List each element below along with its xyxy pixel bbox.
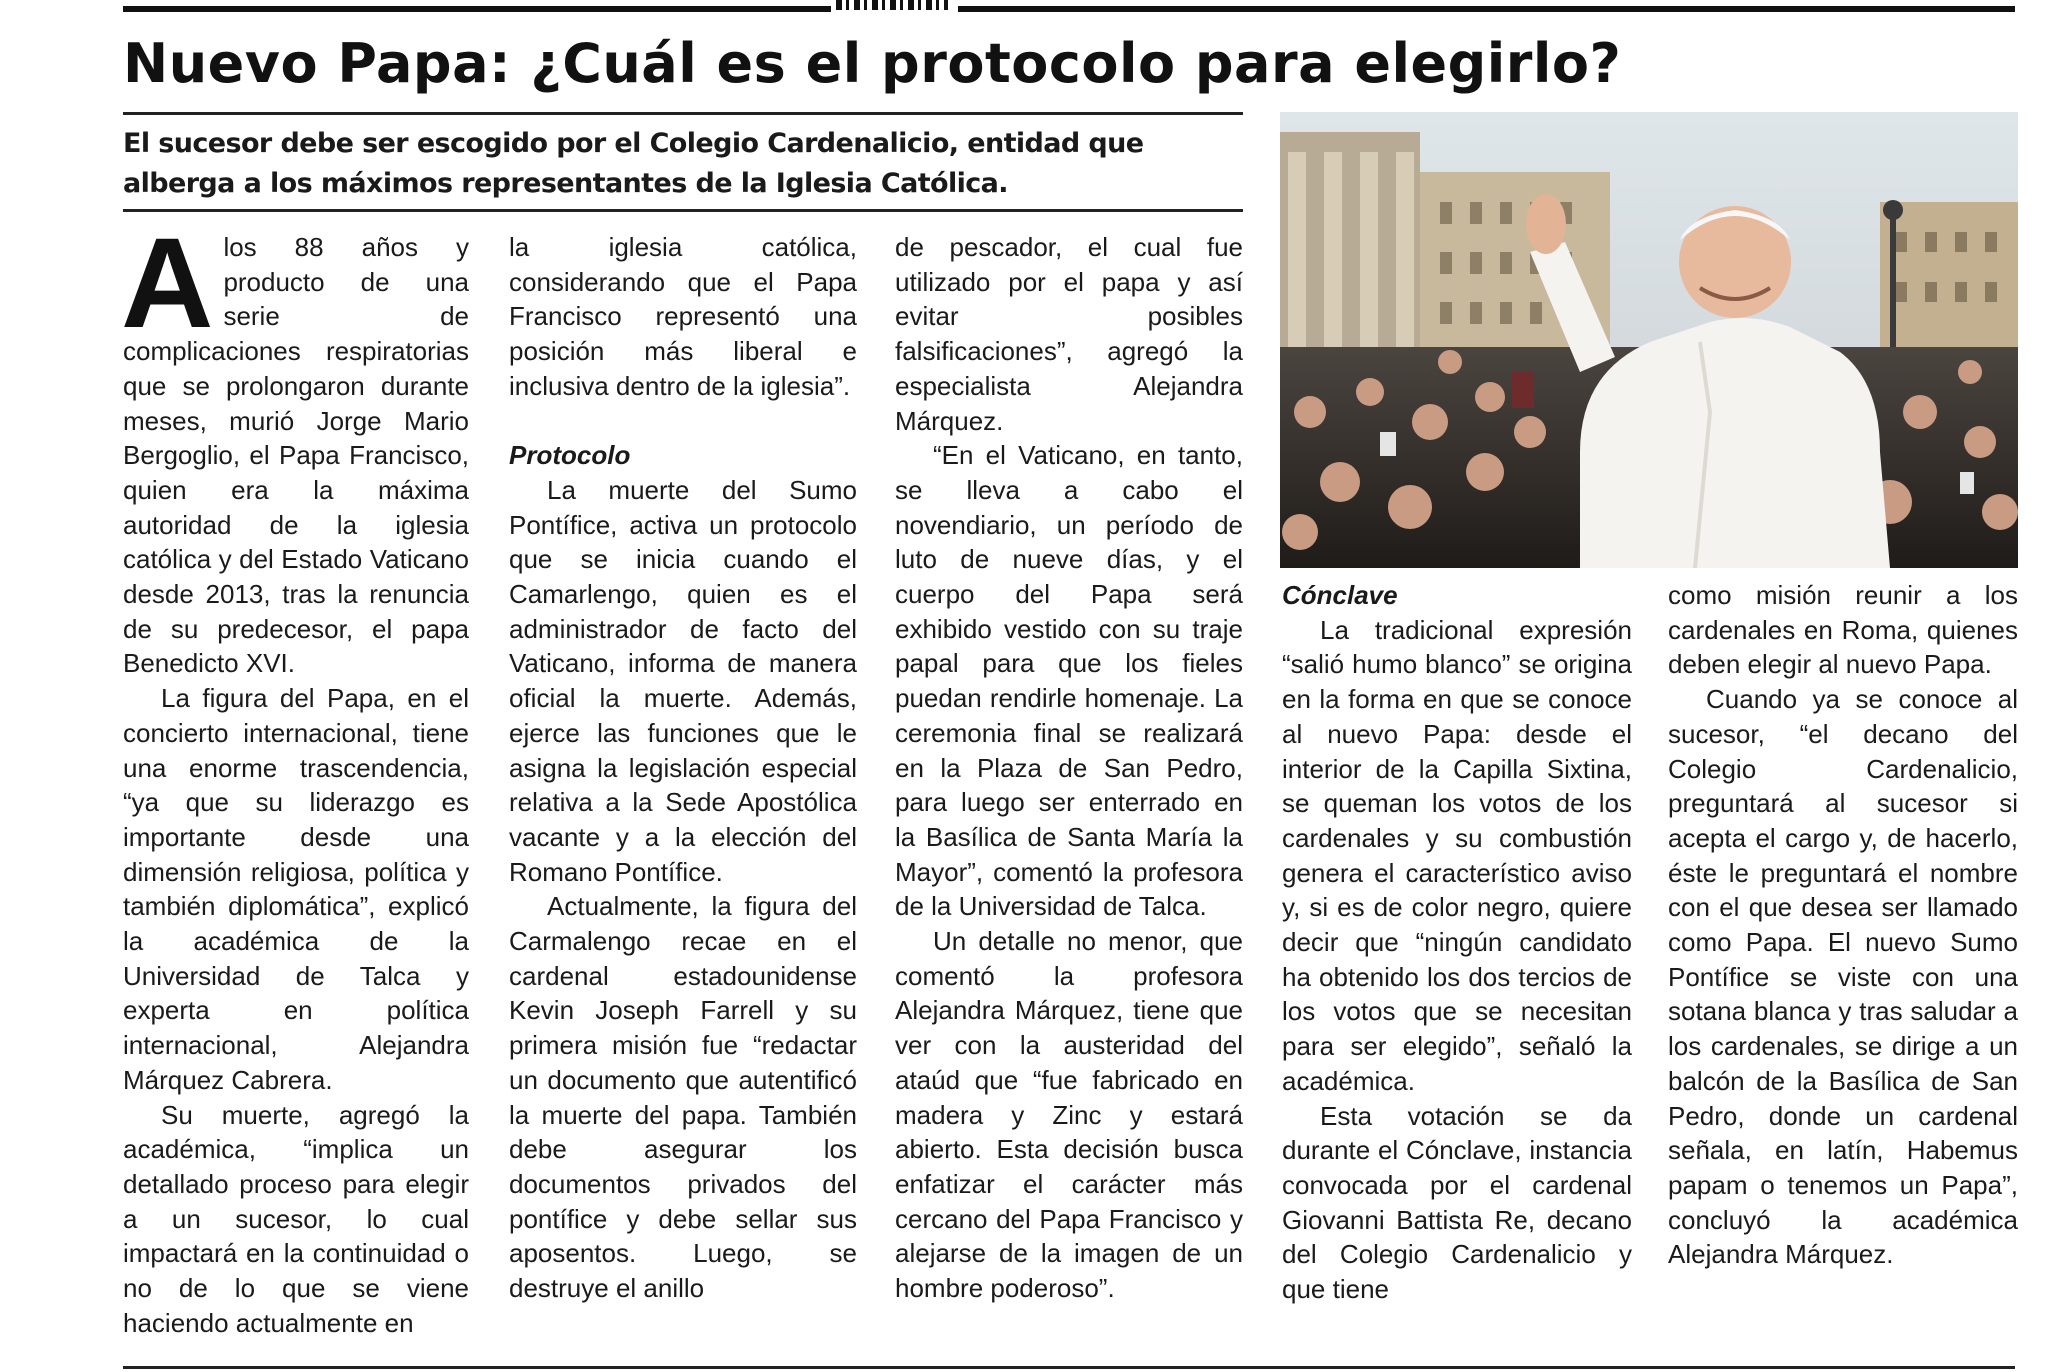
top-rule-right (958, 6, 2015, 12)
column-1 (121, 212, 469, 1341)
headline: Nuevo Papa: ¿Cuál es el protocolo para elegirlo? (123, 32, 1622, 95)
col2-paragraph-3: Actualmente, la figura del Carmalengo recae en el cardenal estadounidense Kevin Joseph Farrell y su primera misión fue “redactar un documento que autentificó la muerte del papa. También debe asegurar los documentos privados del pontífice y debe sellar sus aposentos. Luego, se destruye el anillo (509, 891, 857, 1304)
top-rule-left (123, 6, 831, 12)
col5-paragraph-1: como misión reunir a los cardenales en Roma, quienes deben elegir al nuevo Papa. (1668, 580, 2018, 680)
qr-code-icon (836, 0, 948, 10)
col3-paragraph-2: “En el Vaticano, en tanto, se lleva a cabo el novendiario, un período de luto de nueve días, y el cuerpo del Papa será exhibido vestido con su traje papal para que los fieles puedan rendirle homenaje. La ceremonia final se realizará en la Plaza de San Pedro, para luego ser enterrado en la Basílica de Santa María la Mayor”, comentó la profesora de la Universidad de Talca. (895, 440, 1243, 922)
subhead-conclave: Cónclave (1282, 580, 1398, 610)
column-4 (1282, 578, 1632, 1307)
col4-paragraph-1: La tradicional expresión “salió humo blanco” se origina en la forma en que se conoce al nuevo Papa: desde el interior de la Capilla Sixtina, se queman los votos de los cardenales y su combustión genera el característico aviso y, si es de color negro, quiere decir que “ningún candidato ha obtenido los dos tercios de los votos que se necesitan para ser elegido”, señaló la académica. (1282, 614, 1632, 1096)
col4-paragraph-2: Esta votación se da durante el Cónclave, instancia convocada por el cardenal Giovanni Battista Re, decano del Colegio Cardenalicio y que tiene (1282, 1100, 1632, 1305)
deck-rule-top (123, 112, 1243, 115)
col3-paragraph-3: Un detalle no menor, que comentó la profesora Alejandra Márquez, tiene que ver con la austeridad del ataúd que “fue fabricado en madera y Zinc y estará abierto. Esta decisión busca enfatizar el carácter más cercano del Papa Francisco y alejarse de la imagen de un hombre poderoso”. (895, 926, 1243, 1304)
col2-paragraph-2: La muerte del Sumo Pontífice, activa un protocolo que se inicia cuando el Camarlengo, quien es el administrador de facto del Vaticano, informa de manera oficial la muerte. Además, ejerce las funciones que le asigna la legislación especial relativa a la Sede Apostólica vacante y a la elección del Romano Pontífice. (509, 474, 857, 887)
col2-paragraph-1: la iglesia católica, considerando que el Papa Francisco representó una posición más liberal e inclusiva dentro de la iglesia”. (509, 232, 857, 401)
drop-cap: A (121, 212, 214, 355)
col3-paragraph-1: de pescador, el cual fue utilizado por el papa y así evitar posibles falsificaciones”, agregó la especialista Alejandra Márquez. (895, 232, 1243, 436)
column-3 (895, 230, 1243, 1306)
col1-paragraph-2: La figura del Papa, en el concierto internacional, tiene una enorme trascendencia, “ya que su liderazgo es importante desde una dimensión religiosa, política y también diplomática”, explicó la académica de la Universidad de Talca y experta en política internacional, Alejandra Márquez Cabrera. (123, 683, 469, 1095)
col1-paragraph-3: Su muerte, agregó la académica, “implica un detallado proceso para elegir a un sucesor, lo cual impactará en la continuidad o no de lo que se viene haciendo actualmente en (123, 1099, 469, 1338)
pope-photo-icon (1280, 112, 2018, 568)
col1-paragraph-1: Alos 88 años y producto de una serie de complicaciones respiratorias que se prolongaron durante meses, murió Jorge Mario Bergoglio, el Papa Francisco, quien era la máxima autoridad de la iglesia católica y del Estado Vaticano desde 2013, tras la renuncia de su predecesor, el papa Benedicto XVI. (121, 212, 469, 679)
subhead-protocolo: Protocolo (509, 440, 631, 471)
deck-rule-bottom (123, 209, 1243, 212)
deck-subtitle: El sucesor debe ser escogido por el Colegio Cardenalicio, entidad que alberga a los máximos representantes de la Iglesia Católica. (123, 128, 1144, 199)
pope-photo (1280, 112, 2018, 568)
bottom-rule (123, 1366, 2015, 1369)
col5-paragraph-2: Cuando ya se conoce al sucesor, “el decano del Colegio Cardenalicio, preguntará al sucesor si acepta el cargo y, de hacerlo, éste le preguntará el nombre con el que desea ser llamado como Papa. El nuevo Sumo Pontífice se viste con una sotana blanca y tras saludar a los cardenales, se dirige a un balcón de la Basílica de San Pedro, donde un cardenal señala, en latín, Habemus papam o tenemos un Papa”, concluyó la académica Alejandra Márquez. (1668, 684, 2018, 1270)
column-5 (1668, 578, 2018, 1272)
column-2 (509, 230, 857, 1306)
